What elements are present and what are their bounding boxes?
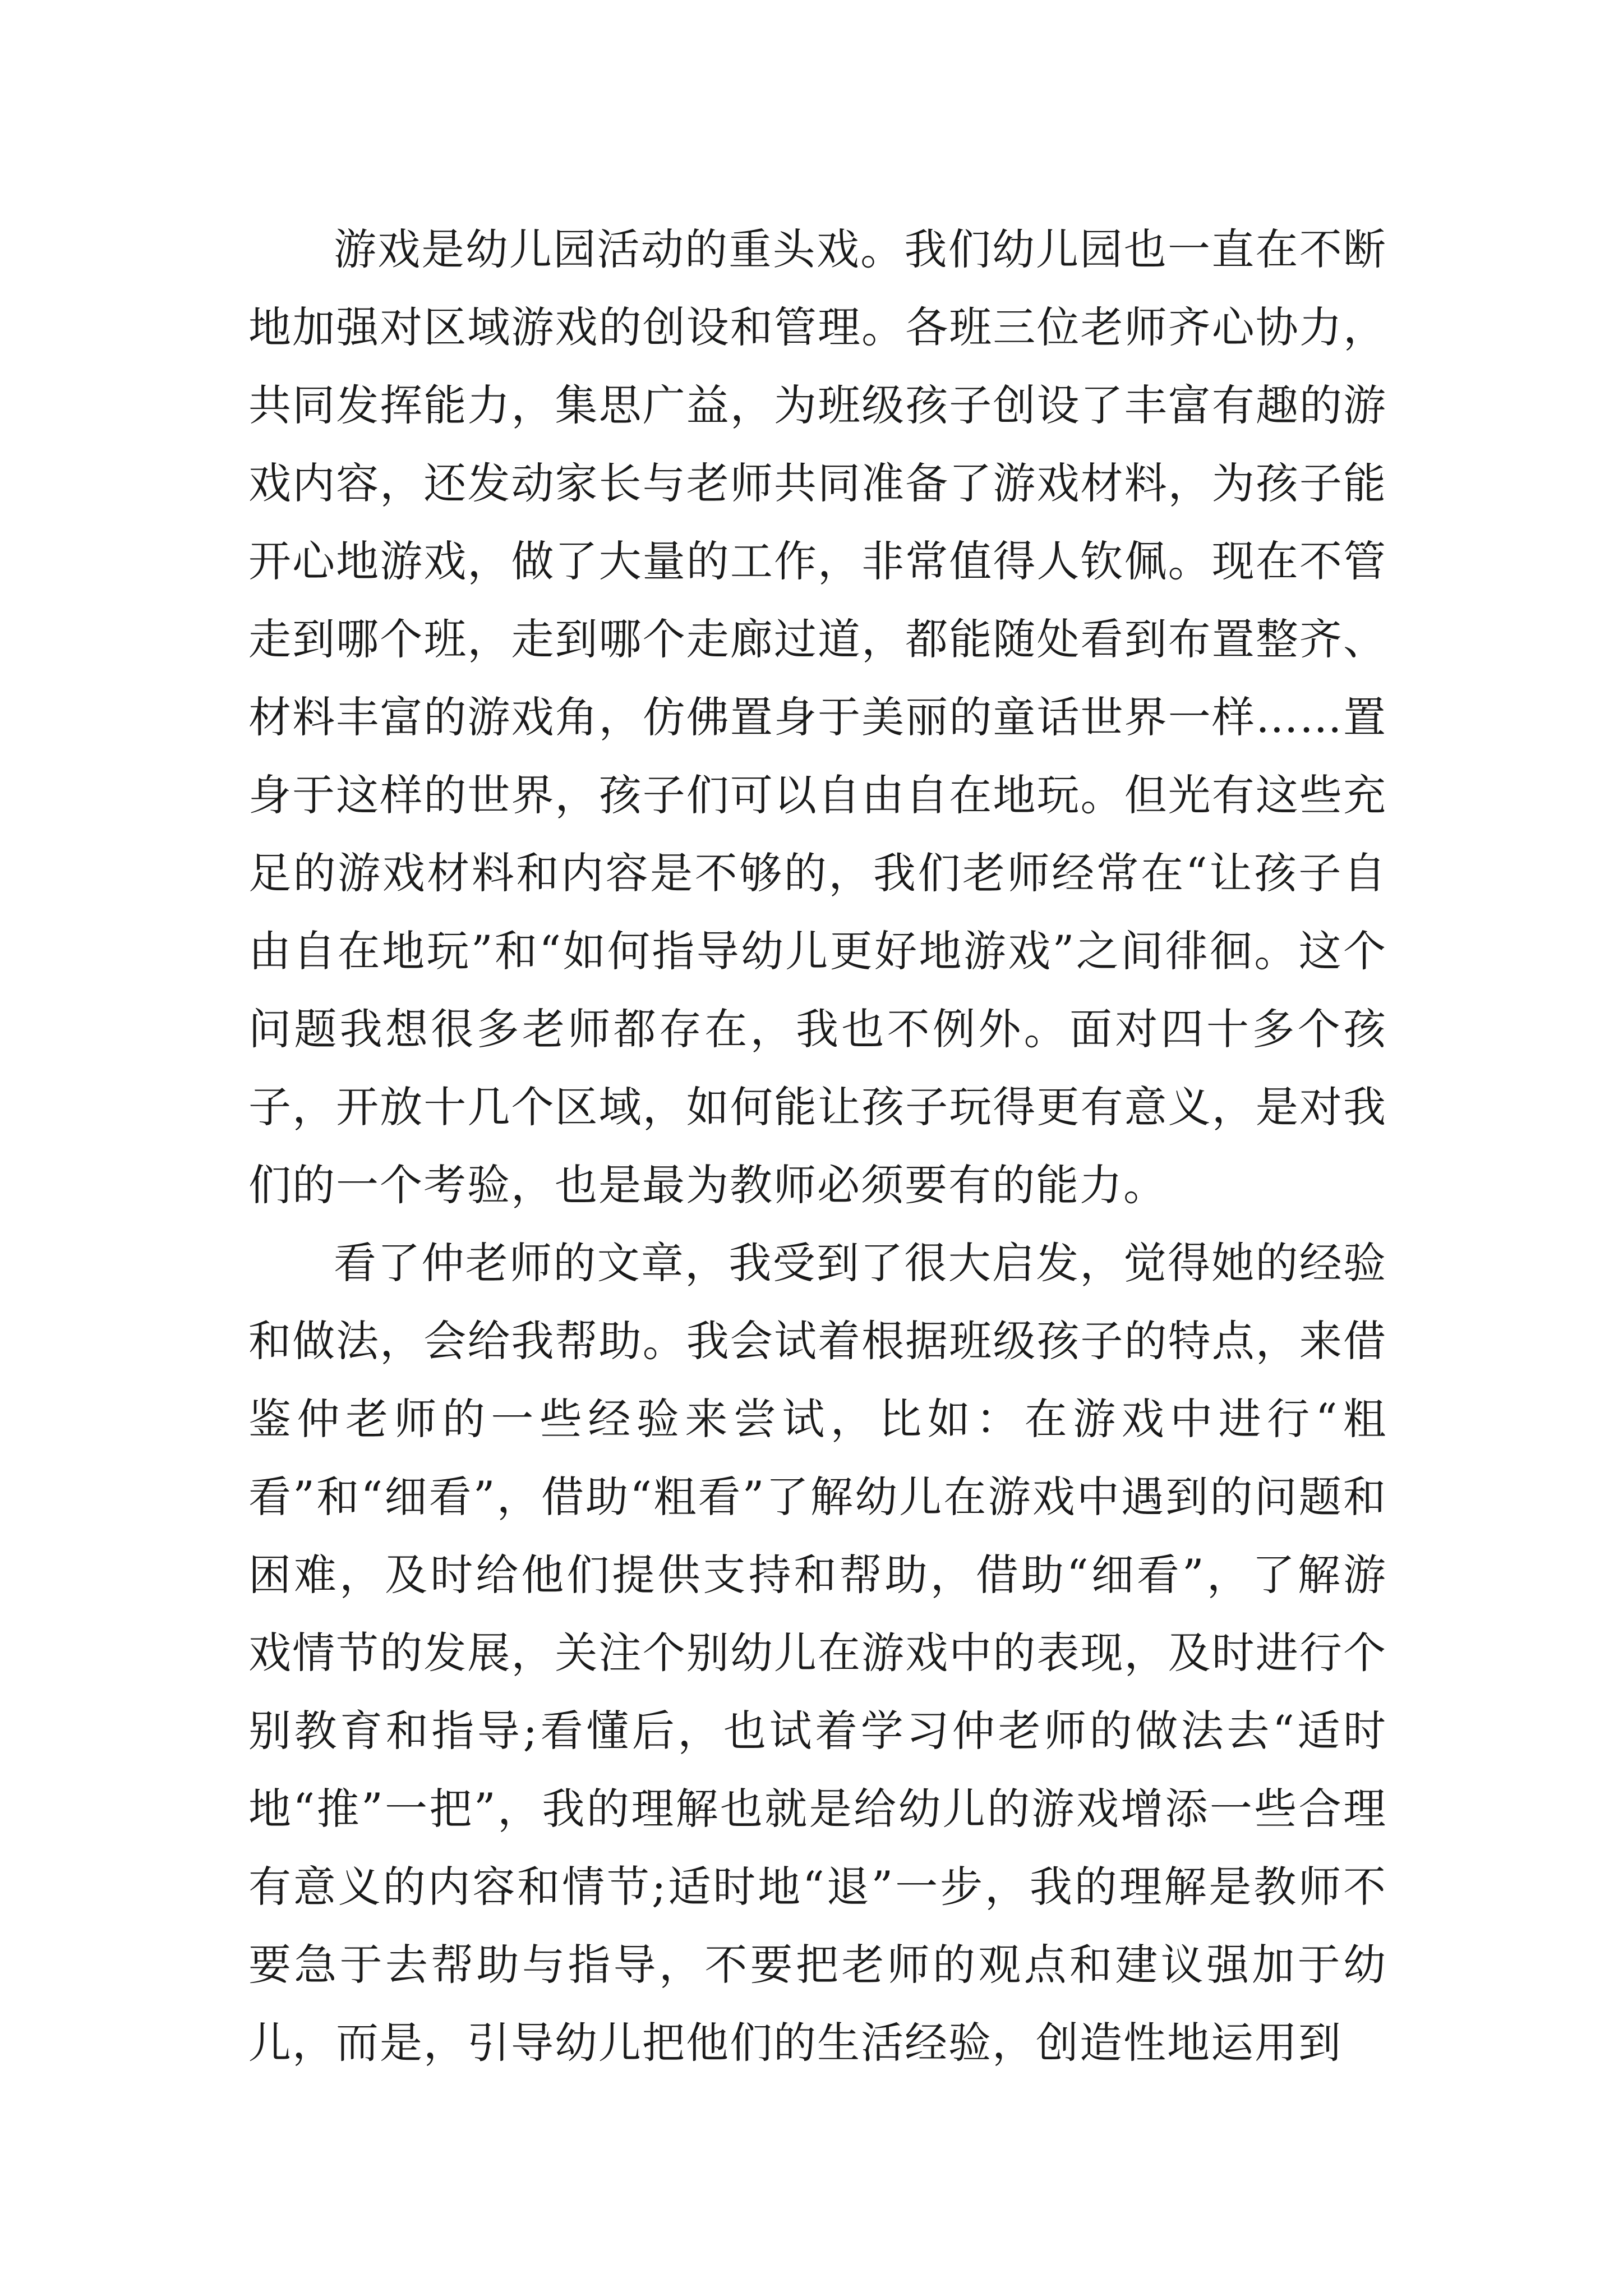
paragraph-2: 看了仲老师的文章，我受到了很大启发，觉得她的经验和做法，会给我帮助。我会试着根据班级孩子的特点，来借鉴仲老师的一些经验来尝试，比如：在游戏中进行“粗看”和“细看”，借助“粗看”了解幼儿在游戏中遇到的问题和困难，及时给他们提供支持和帮助，借助“细看”，了解游戏情节的发展，关注个别幼儿在游戏中的表现，及时进行个别教育和指导;看懂后，也试着学习仲老师的做法去“适时地“推”一把”，我的理解也就是给幼儿的游戏增添一些合理有意义的内容和情节;适时地“退”一步，我的理解是教师不要急于去帮助与指导，不要把老师的观点和建议强加于幼儿，而是，引导幼儿把他们的生活经验，创造性地运用到 [248, 1238, 1387, 2068]
body-text [248, 210, 1387, 2082]
paragraph-1: 游戏是幼儿园活动的重头戏。我们幼儿园也一直在不断地加强对区域游戏的创设和管理。各班三位老师齐心协力，共同发挥能力，集思广益，为班级孩子创设了丰富有趣的游戏内容，还发动家长与老师共同准备了游戏材料，为孩子能开心地游戏，做了大量的工作，非常值得人钦佩。现在不管走到哪个班，走到哪个走廊过道，都能随处看到布置整齐、材料丰富的游戏角，仿佛置身于美丽的童话世界一样……置身于这样的世界，孩子们可以自由自在地玩。但光有这些充足的游戏材料和内容是不够的，我们老师经常在“让孩子自由自在地玩”和“如何指导幼儿更好地游戏”之间徘徊。这个问题我想很多老师都存在，我也不例外。面对四十多个孩子，开放十几个区域，如何能让孩子玩得更有意义，是对我们的一个考验，也是最为教师必须要有的能力。 [248, 224, 1387, 1210]
